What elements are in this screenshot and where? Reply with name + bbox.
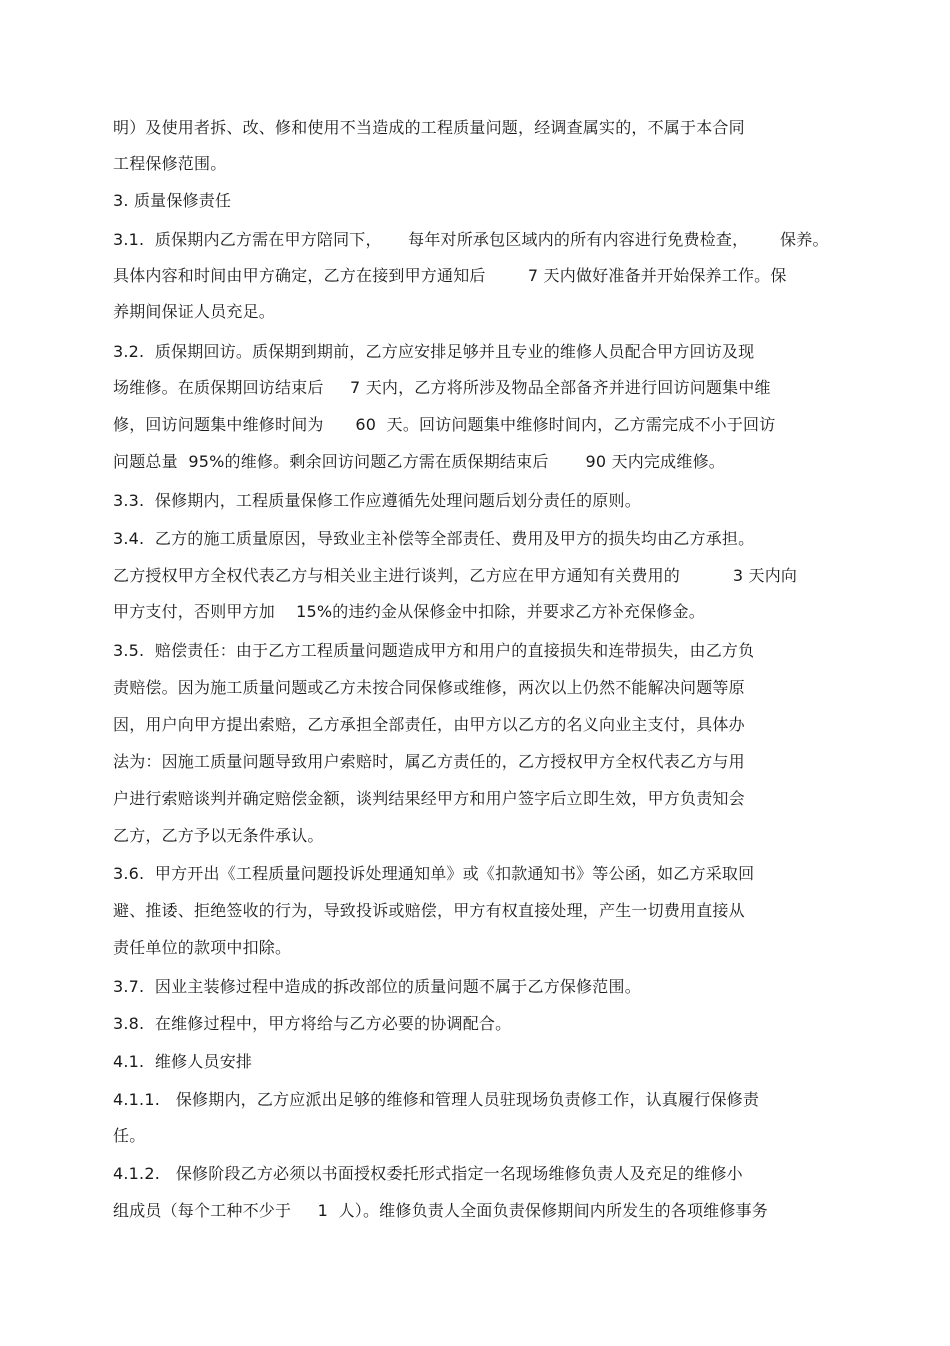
- text-line: 乙方，乙方予以无条件承认。: [113, 826, 324, 845]
- text-line: 4.1.1. 保修期内，乙方应派出足够的维修和管理人员驻现场负责修工作，认真履行保修责: [113, 1090, 760, 1109]
- text-line: 3.7. 因业主装修过程中造成的拆改部位的质量问题不属于乙方保修范围。: [113, 977, 641, 996]
- text-line: 组成员（每个工种不少于 1 人）。维修负责人全面负责保修期间内所发生的各项维修事务: [113, 1201, 768, 1220]
- text-line: 乙方授权甲方全权代表乙方与相关业主进行谈判，乙方应在甲方通知有关费用的 3 天内向: [113, 566, 798, 585]
- text-line: 养期间保证人员充足。: [113, 302, 276, 321]
- text-line: 法为：因施工质量问题导致用户索赔时，属乙方责任的，乙方授权甲方全权代表乙方与用: [113, 752, 745, 771]
- text-line: 避、推诿、拒绝签收的行为，导致投诉或赔偿，甲方有权直接处理，产生一切费用直接从: [113, 901, 745, 920]
- text-line: 3.8. 在维修过程中，甲方将给与乙方必要的协调配合。: [113, 1014, 512, 1033]
- text-line: 户进行索赔谈判并确定赔偿金额，谈判结果经甲方和用户签字后立即生效，甲方负责知会: [113, 789, 745, 808]
- section-heading: 3. 质量保修责任: [113, 191, 232, 210]
- text-line: 任。: [113, 1126, 146, 1145]
- text-line: 4.1.2. 保修阶段乙方必须以书面授权委托形式指定一名现场维修负责人及充足的维修小: [113, 1164, 743, 1183]
- text-line: 工程保修范围。: [113, 154, 227, 173]
- section-heading: 4.1. 维修人员安排: [113, 1052, 253, 1071]
- text-line: 3.5. 赔偿责任：由于乙方工程质量问题造成甲方和用户的直接损失和连带损失，由乙方负: [113, 641, 755, 660]
- text-line: 修，回访问题集中维修时间为 60 天。回访问题集中维修时间内，乙方需完成不小于回访: [113, 415, 776, 434]
- text-line: 问题总量 95%的维修。剩余回访问题乙方需在质保期结束后 90 天内完成维修。: [113, 452, 725, 471]
- text-line: 因，用户向甲方提出索赔，乙方承担全部责任，由甲方以乙方的名义向业主支付，具体办: [113, 715, 745, 734]
- text-line: 甲方支付，否则甲方加 15%的违约金从保修金中扣除，并要求乙方补充保修金。: [113, 602, 705, 621]
- text-line: 责任单位的款项中扣除。: [113, 938, 292, 957]
- text-line: 具体内容和时间由甲方确定，乙方在接到甲方通知后 7 天内做好准备并开始保养工作。保: [113, 266, 787, 285]
- text-line: 3.3. 保修期内，工程质量保修工作应遵循先处理问题后划分责任的原则。: [113, 491, 641, 510]
- text-line: 3.2. 质保期回访。质保期到期前，乙方应安排足够并且专业的维修人员配合甲方回访及现: [113, 342, 755, 361]
- text-line: 明）及使用者拆、改、修和使用不当造成的工程质量问题，经调查属实的，不属于本合同: [113, 118, 745, 137]
- text-line: 3.6. 甲方开出《工程质量问题投诉处理通知单》或《扣款通知书》等公函，如乙方采取回: [113, 864, 755, 883]
- text-line: 场维修。在质保期回访结束后 7 天内，乙方将所涉及物品全部备齐并进行回访问题集中维: [113, 378, 771, 397]
- text-line: 责赔偿。因为施工质量问题或乙方未按合同保修或维修，两次以上仍然不能解决问题等原: [113, 678, 745, 697]
- text-line: 3.4. 乙方的施工质量原因，导致业主补偿等全部责任、费用及甲方的损失均由乙方承担。: [113, 529, 755, 548]
- text-line: 3.1. 质保期内乙方需在甲方陪同下， 每年对所承包区域内的所有内容进行免费检查， 保养。: [113, 230, 829, 249]
